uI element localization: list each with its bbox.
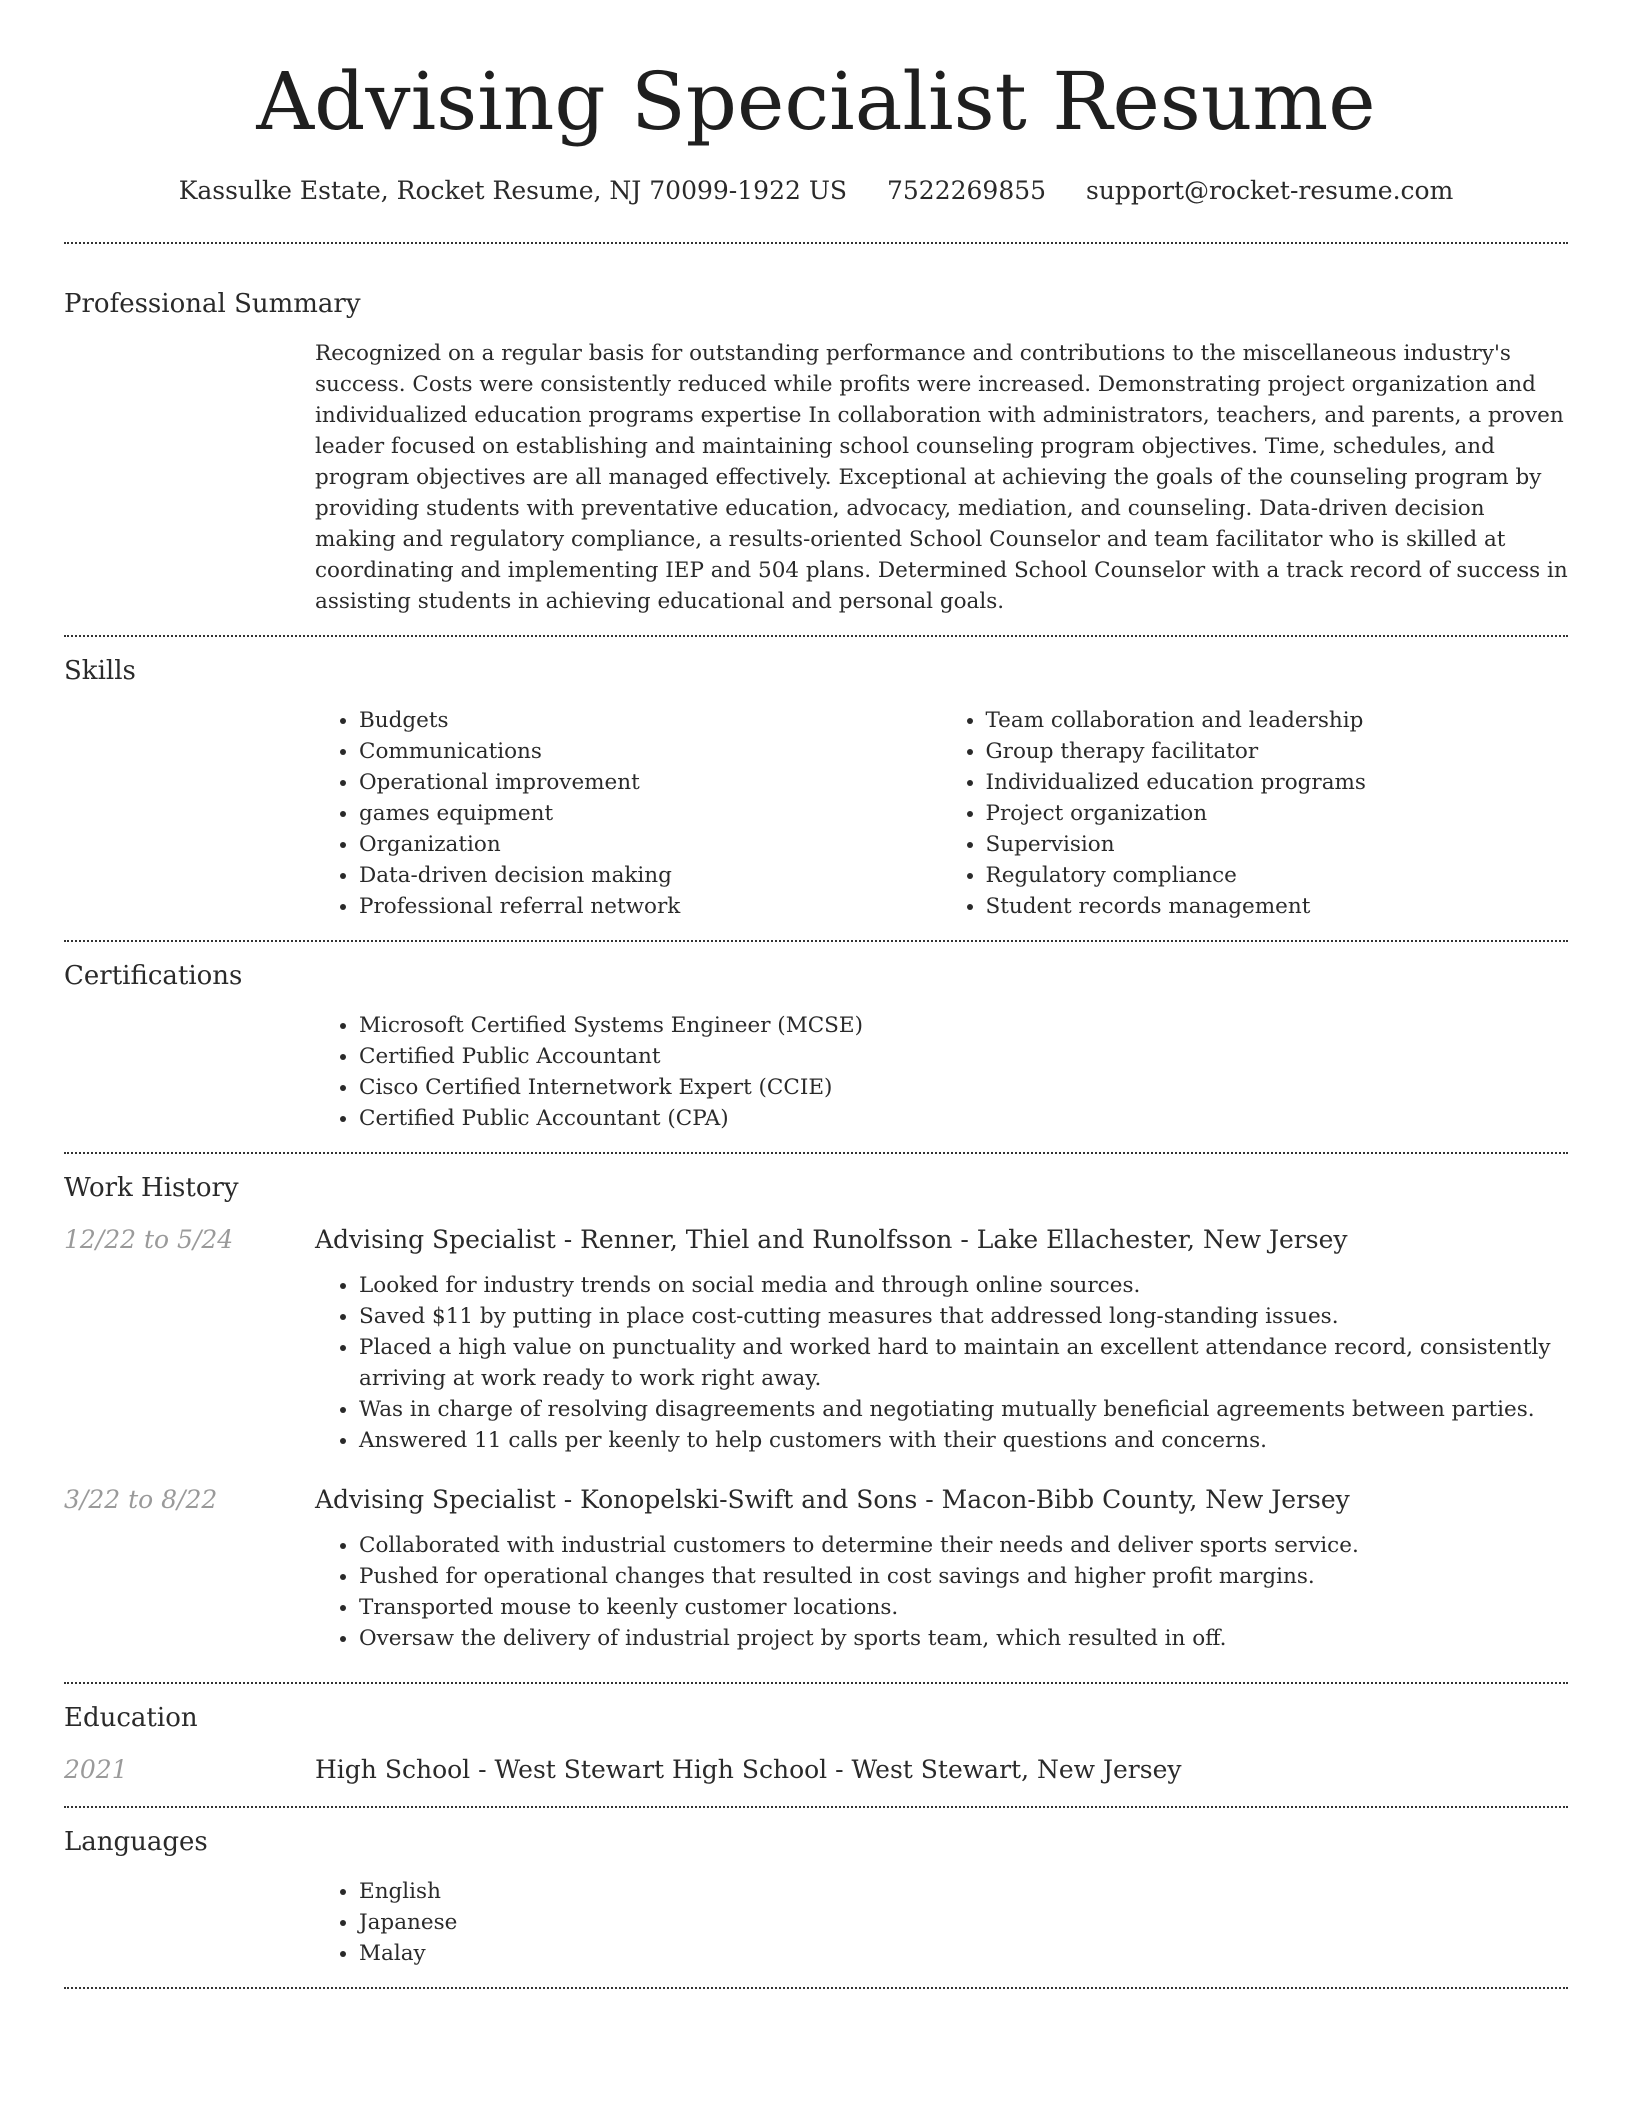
skill-item: • games equipment: [359, 798, 942, 829]
certifications-list: [315, 1010, 1568, 1134]
skill-item: • Project organization: [986, 798, 1569, 829]
work-title: Work History: [64, 1173, 239, 1203]
skill-item: • Operational improvement: [359, 767, 942, 798]
job-body: [315, 1222, 1568, 1456]
contact-address: Kassulke Estate, Rocket Resume, NJ 70099-1922 US: [178, 176, 848, 205]
job-bullet: • Pushed for operational changes that resulted in cost savings and higher profit margins.: [359, 1561, 1568, 1592]
job-bullet: • Saved $11 by putting in place cost-cutting measures that addressed long-standing issues.: [359, 1301, 1568, 1332]
education-section: [64, 1684, 1568, 1806]
skill-item: • Professional referral network: [359, 891, 942, 922]
job-entry: [64, 1222, 1568, 1456]
summary-section: [64, 244, 1568, 635]
skill-item: • Student records management: [986, 891, 1569, 922]
skills-title: Skills: [64, 656, 136, 686]
summary-title: Professional Summary: [64, 289, 361, 319]
language-item: • Japanese: [359, 1907, 1568, 1938]
skill-item: • Organization: [359, 829, 942, 860]
summary-content: [315, 338, 1568, 617]
languages-title: Languages: [64, 1827, 208, 1857]
job-bullet: • Collaborated with industrial customers to determine their needs and deliver sports service.: [359, 1530, 1568, 1561]
skill-item: • Group therapy facilitator: [986, 736, 1569, 767]
job-dates: 12/22 to 5/24: [64, 1225, 234, 1254]
skill-item: • Communications: [359, 736, 942, 767]
education-heading: High School - West Stewart High School - West Stewart, New Jersey: [315, 1755, 1182, 1784]
education-title: Education: [64, 1703, 198, 1733]
certifications-section: [64, 942, 1568, 1152]
job-heading: Advising Specialist - Renner, Thiel and Runolfsson - Lake Ellachester, New Jersey: [315, 1225, 1348, 1254]
job-bullets: [315, 1270, 1568, 1456]
education-dates: 2021: [64, 1755, 128, 1784]
contact-email: support@rocket-resume.com: [1086, 176, 1454, 205]
education-body: [315, 1752, 1568, 1788]
job-bullet: • Answered 11 calls per keenly to help customers with their questions and concerns.: [359, 1425, 1568, 1456]
divider: [64, 1987, 1568, 1989]
skill-item: • Data-driven decision making: [359, 860, 942, 891]
skills-list-right: [942, 705, 1569, 922]
job-bullet: • Was in charge of resolving disagreements and negotiating mutually beneficial agreements between parties.: [359, 1394, 1568, 1425]
certification-item: • Microsoft Certified Systems Engineer (MCSE): [359, 1010, 1568, 1041]
contact-phone: 7522269855: [886, 176, 1047, 205]
skills-section: [64, 637, 1568, 940]
skills-list-left: [315, 705, 942, 922]
contact-line: [64, 174, 1568, 208]
job-bullet: • Oversaw the delivery of industrial project by sports team, which resulted in off.: [359, 1623, 1568, 1654]
skill-item: • Team collaboration and leadership: [986, 705, 1569, 736]
skill-item: • Supervision: [986, 829, 1569, 860]
languages-list: [315, 1876, 1568, 1969]
skill-item: • Budgets: [359, 705, 942, 736]
skill-item: • Individualized education programs: [986, 767, 1569, 798]
job-body: [315, 1482, 1568, 1654]
work-section: [64, 1154, 1568, 1682]
language-item: • English: [359, 1876, 1568, 1907]
certifications-title: Certifications: [64, 961, 243, 991]
job-bullet: • Looked for industry trends on social media and through online sources.: [359, 1270, 1568, 1301]
job-bullet: • Transported mouse to keenly customer locations.: [359, 1592, 1568, 1623]
languages-section: [64, 1808, 1568, 1987]
job-entry: [64, 1482, 1568, 1654]
summary-text: Recognized on a regular basis for outstanding performance and contributions to the miscellaneous industry's success. Costs were consistently reduced while profits were increased. Demonstrating project organization and individualized education programs expertise In collaboration with administrators, teachers, and parents, a proven leader focused on establishing and maintaining school counseling program objectives. Time, schedules, and program objectives are all managed effectively. Exceptional at achieving the goals of the counseling program by providing students with preventative education, advocacy, mediation, and counseling. Data-driven decision making and regulatory compliance, a results-oriented School Counselor and team facilitator who is skilled at coordinating and implementing IEP and 504 plans. Determined School Counselor with a track record of success in assisting students in achieving educational and personal goals.: [315, 341, 1568, 614]
certification-item: • Cisco Certified Internetwork Expert (CCIE): [359, 1072, 1568, 1103]
certifications-content: [315, 1010, 1568, 1134]
languages-content: [315, 1876, 1568, 1969]
job-heading: Advising Specialist - Konopelski-Swift and Sons - Macon-Bibb County, New Jersey: [315, 1485, 1350, 1514]
job-dates: 3/22 to 8/22: [64, 1485, 218, 1514]
skill-item: • Regulatory compliance: [986, 860, 1569, 891]
job-bullet: • Placed a high value on punctuality and worked hard to maintain an excellent attendance record, consistently arriving at work ready to work right away.: [359, 1332, 1568, 1394]
skills-content: [315, 705, 1568, 922]
job-bullets: [315, 1530, 1568, 1654]
education-entry: [64, 1752, 1568, 1788]
certification-item: • Certified Public Accountant (CPA): [359, 1103, 1568, 1134]
language-item: • Malay: [359, 1938, 1568, 1969]
certification-item: • Certified Public Accountant: [359, 1041, 1568, 1072]
resume-title: Advising Specialist Resume: [256, 55, 1376, 148]
